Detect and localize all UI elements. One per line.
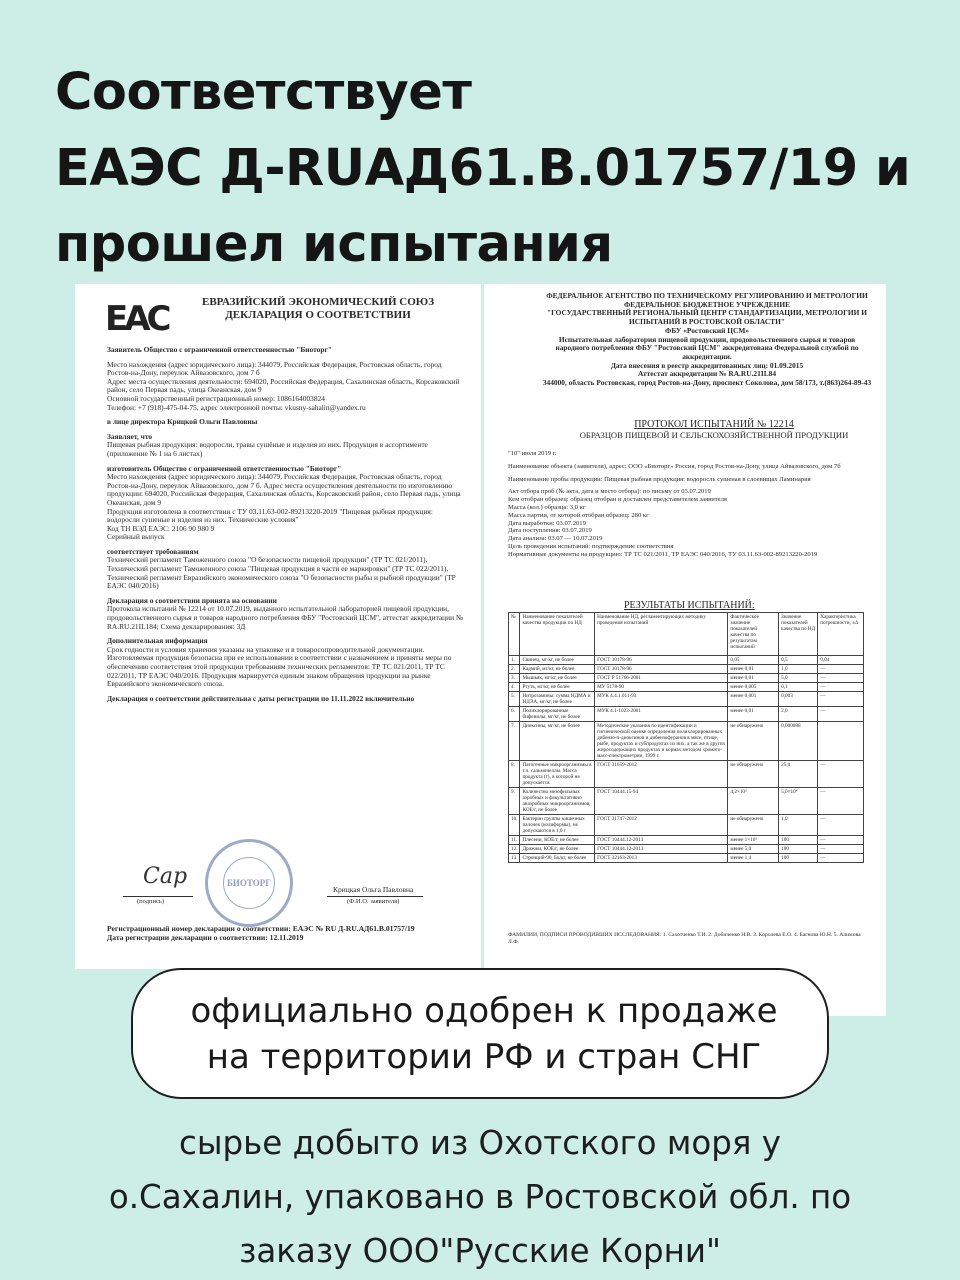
table-cell: 0,04 bbox=[818, 656, 864, 665]
table-cell: 25,0 bbox=[779, 761, 818, 788]
table-row bbox=[509, 722, 864, 761]
eac-mark: ЕАС bbox=[105, 299, 168, 339]
origin-note bbox=[20, 1116, 940, 1278]
table-cell: 0,5 bbox=[779, 656, 818, 665]
table-cell: Полихлорированные бифенилы, мг/кг, не более bbox=[520, 707, 595, 722]
declaration-ogrn: Основной государственный регистрационный номер: 1086164003824 bbox=[107, 393, 325, 403]
table-cell: — bbox=[818, 854, 864, 863]
table-cell: — bbox=[818, 683, 864, 692]
table-cell: менее 1×10¹ bbox=[728, 836, 779, 845]
table-row bbox=[509, 854, 864, 863]
results-col-name: Наименование показателей качества продукции по НД bbox=[520, 613, 595, 656]
table-cell: — bbox=[818, 665, 864, 674]
protocol-date: "10" июля 2019 г. bbox=[508, 450, 557, 457]
table-row bbox=[509, 692, 864, 707]
approval-line-2: на территории РФ и стран СНГ bbox=[206, 1036, 762, 1077]
table-cell: 5. bbox=[509, 692, 520, 707]
declaration-body bbox=[107, 346, 467, 709]
declaration-address1: Место нахождения (адрес юридического лица): 344079, Российская Федерация, Ростовская область, город Ростов-на-Дону, переулок Айвазовского, дом 7 б bbox=[107, 359, 442, 378]
results-header-row bbox=[509, 613, 864, 656]
table-cell: — bbox=[818, 845, 864, 854]
approval-badge bbox=[131, 968, 829, 1099]
signature-line bbox=[123, 896, 193, 897]
results-title: РЕЗУЛЬТАТЫ ИСПЫТАНИЙ: bbox=[624, 600, 755, 611]
declaration-valid: Декларация о соответствии действительна с даты регистрации по 11.11.2022 включительно bbox=[107, 693, 415, 703]
table-cell: Нитрозамины: сумма НДМА и НДЭА, мг/кг, не более bbox=[520, 692, 595, 707]
table-cell: 2,0 bbox=[779, 707, 818, 722]
protocol-customer: Наименование объекта (заявителя), адрес: ООО «Биоторг» Россия, город Ростов-на-Дону, улица Айвазовского, дом 7б bbox=[508, 462, 841, 470]
protocol-body bbox=[508, 450, 868, 559]
table-cell: — bbox=[818, 761, 864, 788]
table-cell: Патогенные микроорганизмы в т.ч. сальмонеллы. Масса продукта (г), в которой не допускается bbox=[520, 761, 595, 788]
declaration-serial: Серийный выпуск bbox=[107, 532, 165, 542]
declaration-basis: Протокола испытаний № 12214 от 10.07.2019, выданного испытательной лабораторией пищевой продукции, продовольственного сырья и товаров народного потребления ФБУ "Ростовский ЦСМ", аттестат аккредитации № RA.RU.21IL184; Схема декларирования: 3Д bbox=[107, 604, 463, 631]
table-cell: менее 0,01 bbox=[728, 674, 779, 683]
headline-line-1: Соответствует bbox=[55, 63, 472, 122]
declaration-basis-head: Декларация о соответствии принята на основании bbox=[107, 595, 277, 605]
protocol-taken: Кем отобран образец: образец отобран и доставлен представителем заявителя bbox=[508, 496, 727, 504]
signature-caption: (подпись) bbox=[137, 898, 164, 905]
table-cell: Стронций-90, Бк/кг, не более bbox=[520, 854, 595, 863]
table-cell: не обнаружено bbox=[728, 815, 779, 836]
approval-line-1: официально одобрен к продаже bbox=[190, 990, 778, 1031]
table-cell: 100 bbox=[779, 845, 818, 854]
table-cell: Плесени, КОЕ/г, не более bbox=[520, 836, 595, 845]
table-cell: ГОСТ 32163-2013 bbox=[595, 854, 728, 863]
table-cell: менее 0,01 bbox=[728, 707, 779, 722]
table-cell: Количество мезофильных аэробных и факультативно анаэробных микроорганизмов, КОЕ/г, не более bbox=[520, 788, 595, 815]
table-cell: ГОСТ 31747-2012 bbox=[595, 815, 728, 836]
table-row bbox=[509, 836, 864, 845]
table-row bbox=[509, 656, 864, 665]
table-cell: МУ 5178-90 bbox=[595, 683, 728, 692]
declaration-header: ЕВРАЗИЙСКИЙ ЭКОНОМИЧЕСКИЙ СОЮЗ ДЕКЛАРАЦИЯ О СООТВЕТСТВИИ bbox=[201, 296, 434, 321]
signature: Cap bbox=[143, 864, 188, 889]
results-col-num: № bbox=[509, 613, 520, 656]
results-col-norm: Значение показателей качества по НД bbox=[779, 613, 818, 656]
table-cell: — bbox=[818, 788, 864, 815]
declaration-registration bbox=[107, 924, 467, 942]
table-cell: Методические указания по идентификации и гигиенической оценке определения полихлорированных дибензо-п-диоксинов и дибензофуранов в мясе, птице, рыбе, продуктах и субпродуктах из них, а так же в других жиросодержащих продуктах и кормах методом хромато-масс-спектрометрии, 1999 г. bbox=[595, 722, 728, 761]
table-cell: 100 bbox=[779, 836, 818, 845]
table-row bbox=[509, 815, 864, 836]
protocol-document bbox=[484, 284, 886, 1016]
reg-number: Регистрационный номер декларации о соответствии: ЕАЭС № RU Д-RU.АД61.В.01757/19 bbox=[107, 924, 415, 933]
declaration-address2: Адрес места осуществления деятельности: 694020, Российская Федерация, Сахалинская область, Корсаковский район, село Первая падь, улица Океанская, дом 9 bbox=[107, 376, 460, 395]
stamp-text: БИОТОРГ bbox=[226, 878, 272, 888]
table-cell: 0,000088 bbox=[779, 722, 818, 761]
protocol-mass: Масса (кол.) образца: 3,0 кг bbox=[508, 503, 586, 511]
declaration-applicant: Заявитель Общество с ограниченной ответственностью "Биоторг" bbox=[107, 345, 332, 354]
headline-line-2: ЕАЭС Д-RUАД61.В.01757/19 и bbox=[55, 139, 911, 198]
table-cell: 3. bbox=[509, 674, 520, 683]
table-cell: ГОСТ 30178-96 bbox=[595, 656, 728, 665]
table-cell: Мышьяк, мг/кг, не более bbox=[520, 674, 595, 683]
results-col-actual: Фактическое значение показателей качества по результатам испытаний bbox=[728, 613, 779, 656]
table-row bbox=[509, 683, 864, 692]
company-stamp bbox=[205, 839, 293, 927]
table-cell: — bbox=[818, 836, 864, 845]
origin-line-1: сырье добыто из Охотского моря у bbox=[178, 1124, 782, 1162]
declaration-extra: Срок годности и условия хранения указаны на упаковке и в товаросопроводительной документации. Изготовляемая продукция безопасна при ее использовании в соответствии с назначением и приняты меры по обеспечению соответствия этой продукции требованиям технических регламентов: ТР ТС 021/2011, ТР ТС 022/2011, ТР ЕАЭС 040/2016. Продукция маркируется единым знаком обращения продукции на рынке Евразийского экономического союза. bbox=[107, 644, 452, 689]
table-cell: ГОСТ 10444.12-2013 bbox=[595, 836, 728, 845]
declaration-declares-head: Заявляет, что bbox=[107, 431, 153, 441]
results-table bbox=[508, 612, 864, 863]
table-row bbox=[509, 707, 864, 722]
table-cell: менее 0,005 bbox=[728, 683, 779, 692]
declaration-made-by: Продукция изготовлена в соответствии с ТУ 03.11.63-002-89213220-2019 "Пищевая рыбная продукция: водоросли сушеные и изделия из них. Технические условия" bbox=[107, 506, 433, 525]
table-cell: менее 5,0 bbox=[728, 845, 779, 854]
table-cell: 1,0 bbox=[779, 665, 818, 674]
table-cell: 100 bbox=[779, 854, 818, 863]
name-caption: (Ф.И.О. заявителя) bbox=[347, 898, 400, 905]
table-cell: 0,003 bbox=[779, 692, 818, 707]
table-cell: ГОСТ 10444.12-2013 bbox=[595, 845, 728, 854]
table-cell: Ртуть, мг/кг, не более bbox=[520, 683, 595, 692]
table-cell: 7. bbox=[509, 722, 520, 761]
declaration-person: в лице директора Крицкой Ольги Павловны bbox=[107, 417, 258, 427]
protocol-sample: Наименование пробы продукции: Пищевая рыбная продукция: водоросль сушеная в слоевищах Ламинария bbox=[508, 475, 811, 483]
table-row bbox=[509, 845, 864, 854]
table-cell: не обнаружено bbox=[728, 761, 779, 788]
table-cell: МУК 4.1-1023-2001 bbox=[595, 707, 728, 722]
protocol-title: ПРОТОКОЛ ИСПЫТАНИЙ № 12214 bbox=[634, 419, 794, 430]
headline-line-3: прошел испытания bbox=[55, 215, 613, 274]
declaration-document bbox=[75, 284, 481, 969]
table-cell: Свинец, мг/кг, не более bbox=[520, 656, 595, 665]
table-cell: Кадмий, мг/кг, не более bbox=[520, 665, 595, 674]
protocol-signatures: ФАМИЛИИ, ПОДПИСИ ПРОВОДИВШИХ ИССЛЕДОВАНИЯ: 1. Сахотченко Т.И. 2. Добиченко Н.В. 3. Королева Е.О. 4. Багнова Ю.Н. 5. Алимова Л.Ф. bbox=[508, 932, 861, 945]
table-cell: 6. bbox=[509, 707, 520, 722]
table-cell: 12. bbox=[509, 845, 520, 854]
headline bbox=[55, 55, 925, 283]
protocol-header: ФЕДЕРАЛЬНОЕ АГЕНТСТВО ПО ТЕХНИЧЕСКОМУ РЕГУЛИРОВАНИЮ И МЕТРОЛОГИИ ФЕДЕРАЛЬНОЕ БЮДЖЕТНОЕ УЧРЕЖДЕНИЕ "ГОСУДАРСТВЕННЫЙ РЕГИОНАЛЬНЫЙ ЦЕНТР СТАНДАРТИЗАЦИИ, МЕТРОЛОГИИ И ИСПЫТАНИЙ В РОСТОВСКОЙ ОБЛАСТИ" ФБУ «Ростовский ЦСМ» Испытательная лаборатория пищевой продукции, продовольственного сырья и товаров народного потребления ФБУ "Ростовский ЦСМ" аккредитована Федеральной службой по аккредитации. Дата внесения в реестр аккредитованных лиц: 01.09.2015 Аттестат аккредитации № RA.RU.21IL84 344000, область Ростовская, город Ростов-на-Дону, проспект Соколова, дом 58/173, т.(863)264-89-43 bbox=[542, 291, 872, 388]
table-cell: ГОСТ 31659-2012 bbox=[595, 761, 728, 788]
origin-line-3: заказу ООО"Русские Корни" bbox=[239, 1232, 721, 1270]
table-cell: 10. bbox=[509, 815, 520, 836]
name-line bbox=[327, 896, 423, 897]
table-cell: 8. bbox=[509, 761, 520, 788]
protocol-date-3: Дата анализа: 03.07 — 10.07.2019 bbox=[508, 535, 603, 543]
table-cell: 2. bbox=[509, 665, 520, 674]
protocol-title-block bbox=[564, 420, 864, 440]
table-row bbox=[509, 665, 864, 674]
table-cell: — bbox=[818, 815, 864, 836]
table-row bbox=[509, 788, 864, 815]
protocol-date-1: Дата выработки: 03.07.2019 bbox=[508, 519, 586, 527]
declaration-extra-head: Дополнительная информация bbox=[107, 636, 208, 646]
protocol-norm: Нормативные документы на продукцию: ТР ТС 021/2011, ТР ЕАЭС 040/2016, ТУ 03.11.63-002-89213220-2019 bbox=[508, 550, 818, 558]
table-cell: ГОСТ Р 51766-2001 bbox=[595, 674, 728, 683]
table-cell: ГОСТ 10444.15-94 bbox=[595, 788, 728, 815]
declaration-code: Код ТН ВЭД ЕАЭС: 2106 90 980 9 bbox=[107, 523, 215, 533]
protocol-batch: Масса партии, от которой отобран образец: 280 кг bbox=[508, 511, 649, 519]
reg-date: Дата регистрации декларации о соответствии: 12.11.2019 bbox=[107, 933, 304, 943]
table-cell: 13. bbox=[509, 854, 520, 863]
declaration-declares: Пищевая рыбная продукция: водоросли, травы сушёные и изделия из них. Продукция в ассортименте (приложение № 1 на 6 листах) bbox=[107, 440, 428, 458]
table-cell bbox=[818, 722, 864, 761]
table-cell: 9. bbox=[509, 788, 520, 815]
declaration-phone: Телефон: +7 (918)-475-04-75, адрес электронной почты: vkusny-sahalin@yandex.ru bbox=[107, 402, 366, 412]
table-cell: менее 1,4 bbox=[728, 854, 779, 863]
protocol-act: Акт отбора проб (№ акта, дата и место отбора): по письму от 03.07.2019 bbox=[508, 488, 711, 496]
origin-line-2: о.Сахалин, упаковано в Ростовской обл. по bbox=[108, 1178, 852, 1216]
table-cell: 0,05 bbox=[728, 656, 779, 665]
table-cell: ГОСТ 30178-96 bbox=[595, 665, 728, 674]
table-cell: 1,0 bbox=[779, 815, 818, 836]
table-cell: 11. bbox=[509, 836, 520, 845]
table-row bbox=[509, 761, 864, 788]
table-cell: МУК 4.4.1.011-93 bbox=[595, 692, 728, 707]
table-cell: 4,2×10² bbox=[728, 788, 779, 815]
results-col-method: Наименование НД, регламентирующих методику проведения испытаний bbox=[595, 613, 728, 656]
results-body bbox=[509, 656, 864, 863]
table-cell: 1. bbox=[509, 656, 520, 665]
table-cell: Дрожжи, КОЕ/г, не более bbox=[520, 845, 595, 854]
table-cell: — bbox=[818, 707, 864, 722]
declaration-req: Технический регламент Таможенного союза "О безопасности пищевой продукции" (ТР ТС 021/2011), Технический регламент Таможенного союза "Пищевая продукция в части ее маркировки" (ТР ТС 022/2011), Технический регламент Евразийского экономического союза "О безопасности рыбы и рыбной продукции" (ТР ЕАЭС 040/2016) bbox=[107, 555, 456, 591]
table-cell: Диоксины, мг/кг, не более bbox=[520, 722, 595, 761]
declaration-maker-head: изготовитель Общество с ограниченной ответственностью "Биоторг" bbox=[107, 463, 342, 473]
declaration-req-head: соответствует требованиям bbox=[107, 546, 199, 556]
table-row bbox=[509, 674, 864, 683]
table-cell: — bbox=[818, 674, 864, 683]
table-cell: менее 0,001 bbox=[728, 692, 779, 707]
declaration-maker: Место нахождения (адрес юридического лица): 344079, Российская Федерация, Ростовская область, город Ростов-на-Дону, переулок Айвазовского, дом 7 б. Адрес места осуществления деятельности по изготовлению продукции: 694020, Российская Федерация, Сахалинская область, Корсаковский район, село Первая падь, улица Океанская, дом 9 bbox=[107, 472, 461, 507]
protocol-goal: Цель проведения испытаний: подтверждение соответствия bbox=[508, 542, 674, 550]
table-cell: — bbox=[818, 692, 864, 707]
table-cell: 5,0×10⁴ bbox=[779, 788, 818, 815]
protocol-subtitle: ОБРАЗЦОВ ПИЩЕВОЙ И СЕЛЬСКОХОЗЯЙСТВЕННОЙ ПРОДУКЦИИ bbox=[579, 430, 849, 440]
table-cell: 5,0 bbox=[779, 674, 818, 683]
table-cell: Бактерии группы кишечных палочек (колиформы), не допускаются в 1,0 г bbox=[520, 815, 595, 836]
table-cell: не обнаружено bbox=[728, 722, 779, 761]
signer-name: Крицкая Ольга Павловна bbox=[333, 885, 414, 894]
protocol-date-2: Дата поступления: 03.07.2019 bbox=[508, 527, 592, 535]
table-cell: 0,1 bbox=[779, 683, 818, 692]
table-cell: менее 0,01 bbox=[728, 665, 779, 674]
results-col-error: Характеристика погрешности, ±Δ bbox=[818, 613, 864, 656]
table-cell: 4. bbox=[509, 683, 520, 692]
